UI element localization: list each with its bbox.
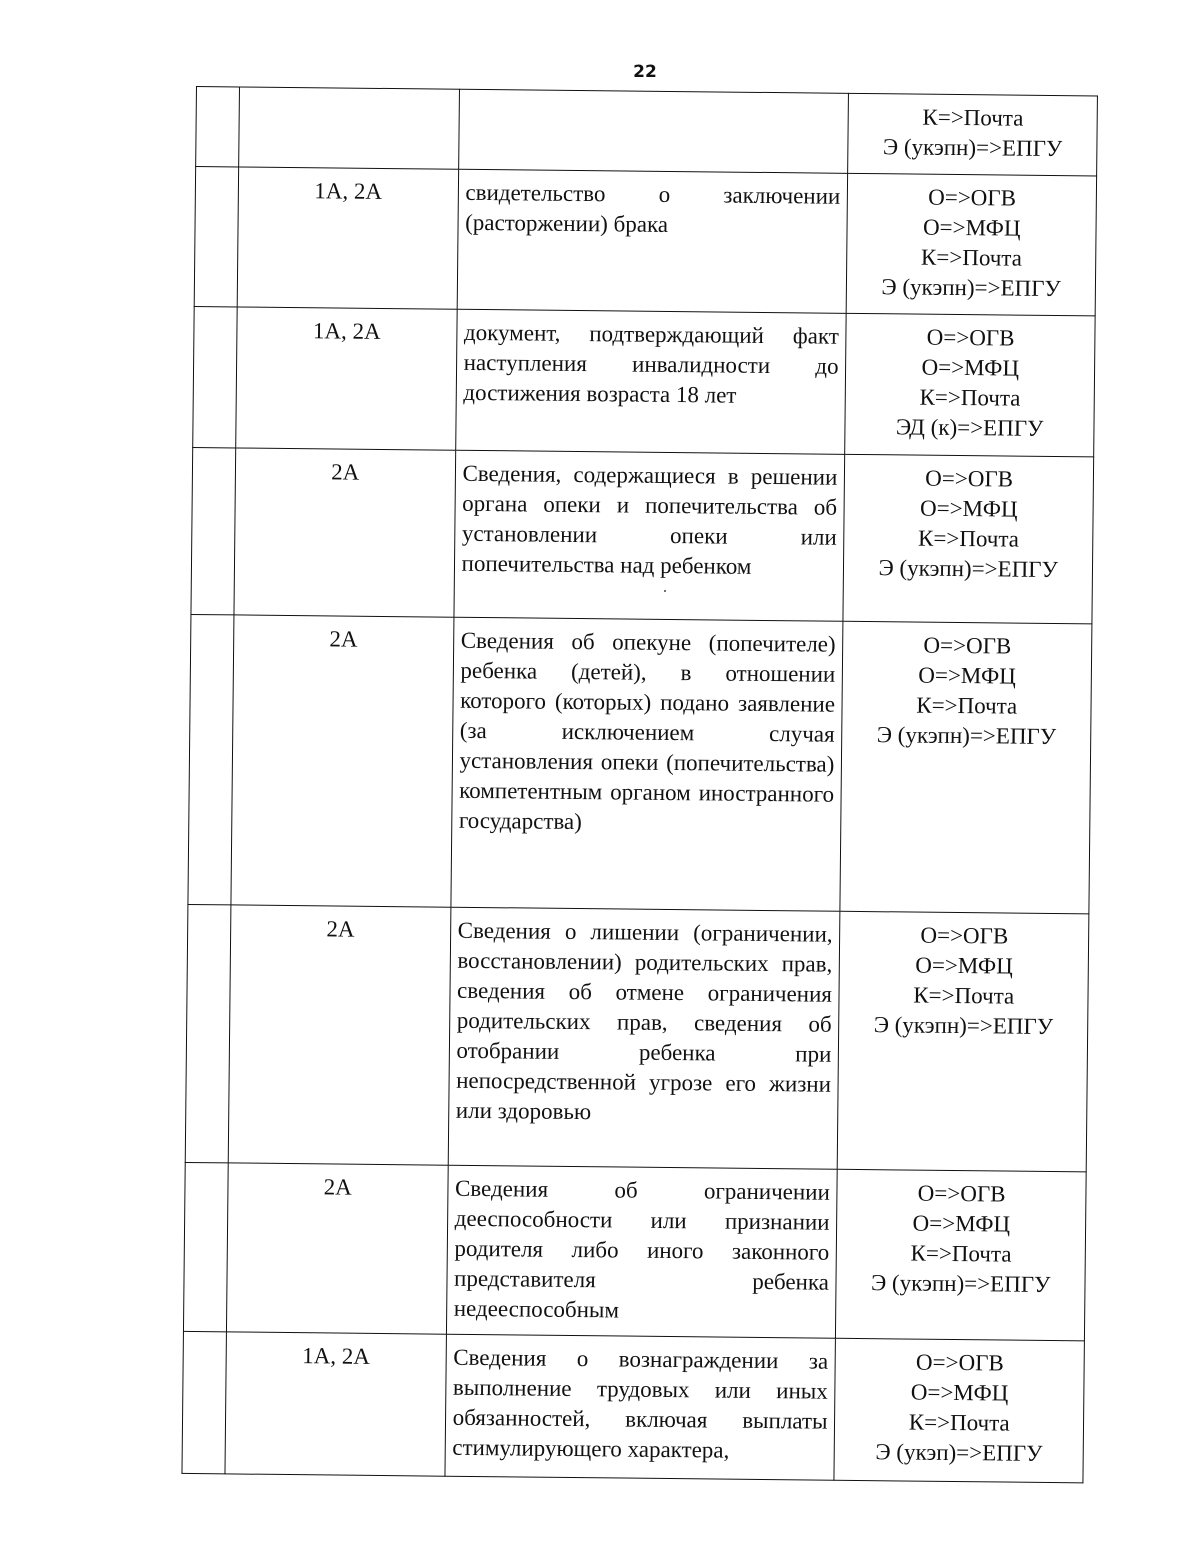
- category-cell: 2А: [228, 905, 450, 1165]
- table-row: [183, 1162, 1086, 1340]
- channel-line: О=>ОГВ: [926, 324, 1015, 351]
- category-cell: 2А: [231, 615, 454, 907]
- document-cell: документ, подтверждающий факт наступления инвалидности до достижения возраста 18 лет: [455, 309, 846, 454]
- document-cell: [458, 89, 849, 173]
- channel-line: Э (укэпн)=>ЕПГУ: [881, 274, 1061, 302]
- document-cell: Сведения, содержащиеся в решении органа опеки и попечительства об установлении опеки или попечительства над ребенком: [454, 450, 846, 621]
- channel-line: К=>Почта: [922, 104, 1024, 131]
- document-cell: Сведения о лишении (ограничении, восстановлении) родительских прав, сведения об отмене ограничения родительских прав, сведения об отобрании ребенка при непосредственной угрозе его жизни или здоровью: [448, 907, 841, 1169]
- channels-cell: [848, 93, 1097, 176]
- channel-line: К=>Почта: [917, 525, 1020, 552]
- table-row: [196, 87, 1098, 176]
- channel-line: К=>Почта: [919, 384, 1021, 411]
- channel-line: О=>МФЦ: [915, 952, 1013, 979]
- channels-cell: [834, 1338, 1084, 1483]
- channel-line: Э (укэпн)=>ЕПГУ: [882, 134, 1063, 162]
- channel-line: О=>ОГВ: [928, 184, 1017, 211]
- documents-table: [181, 86, 1097, 1483]
- page-number: 22: [633, 62, 657, 82]
- channel-line: О=>ОГВ: [915, 1349, 1004, 1376]
- channels-cell: [847, 173, 1097, 316]
- channels-cell: [843, 454, 1093, 624]
- channels-cell: [845, 313, 1095, 457]
- category-cell: 2А: [227, 1163, 448, 1334]
- channel-line: ЭД (к)=>ЕПГУ: [895, 414, 1044, 441]
- table-row: [182, 1331, 1084, 1482]
- document-cell: свидетельство о заключении (расторжении) брака: [457, 169, 848, 313]
- document-cell: Сведения о вознаграждении за выполнение трудовых или иных обязанностей, включая выплаты стимулирующего характера,: [445, 1334, 836, 1480]
- channel-line: К=>Почта: [910, 1240, 1012, 1267]
- scan-speck: [664, 590, 666, 592]
- index-cell: [183, 1162, 228, 1331]
- channel-line: Э (укэп)=>ЕПГУ: [875, 1439, 1043, 1466]
- channel-line: О=>ОГВ: [923, 632, 1012, 659]
- channel-line: О=>МФЦ: [912, 1210, 1011, 1237]
- channel-line: К=>Почта: [913, 982, 1015, 1009]
- document-cell: Сведения об опекуне (попечителе) ребенка (детей), в отношении которого (которых) подано заявление (за исключением случая установления опеки (попечительства) компетентным органом иностранного государства): [450, 617, 843, 911]
- channel-line: О=>МФЦ: [910, 1379, 1009, 1406]
- category-cell: 1А, 2А: [225, 1332, 446, 1476]
- channel-line: К=>Почта: [908, 1409, 1010, 1436]
- index-cell: [194, 167, 239, 307]
- channel-line: Э (укэпн)=>ЕПГУ: [876, 722, 1057, 750]
- channel-line: О=>МФЦ: [922, 214, 1021, 241]
- channel-line: О=>МФЦ: [921, 354, 1020, 381]
- category-cell: 2А: [234, 448, 455, 617]
- index-cell: [191, 447, 236, 614]
- document-cell: Сведения об ограничении дееспособности или признании родителя либо иного законного представителя ребенка недееспособным: [446, 1165, 838, 1338]
- category-cell: 1А, 2А: [237, 167, 458, 309]
- table-row: [188, 614, 1092, 913]
- channel-line: Э (укэпн)=>ЕПГУ: [878, 555, 1058, 583]
- channels-cell: [836, 1169, 1086, 1341]
- channel-line: О=>ОГВ: [925, 465, 1014, 492]
- table-row: [193, 306, 1095, 456]
- channel-line: О=>МФЦ: [919, 495, 1018, 522]
- channel-line: О=>ОГВ: [920, 922, 1009, 949]
- channel-line: О=>ОГВ: [917, 1180, 1006, 1207]
- index-cell: [182, 1331, 227, 1473]
- channels-cell: [840, 621, 1092, 914]
- category-cell: [239, 87, 459, 169]
- index-cell: [193, 306, 238, 447]
- table-row: [185, 904, 1089, 1171]
- table-row: [191, 447, 1094, 623]
- channel-line: Э (укэпн)=>ЕПГУ: [873, 1012, 1054, 1040]
- index-cell: [196, 87, 240, 167]
- channels-cell: [838, 911, 1089, 1172]
- channel-line: К=>Почта: [920, 244, 1023, 271]
- table-row: [194, 167, 1096, 316]
- index-cell: [185, 904, 231, 1162]
- channel-line: К=>Почта: [916, 692, 1018, 719]
- channel-line: Э (укэпн)=>ЕПГУ: [870, 1270, 1051, 1298]
- category-cell: 1А, 2А: [236, 307, 457, 450]
- channel-line: О=>МФЦ: [918, 662, 1016, 689]
- index-cell: [188, 614, 234, 904]
